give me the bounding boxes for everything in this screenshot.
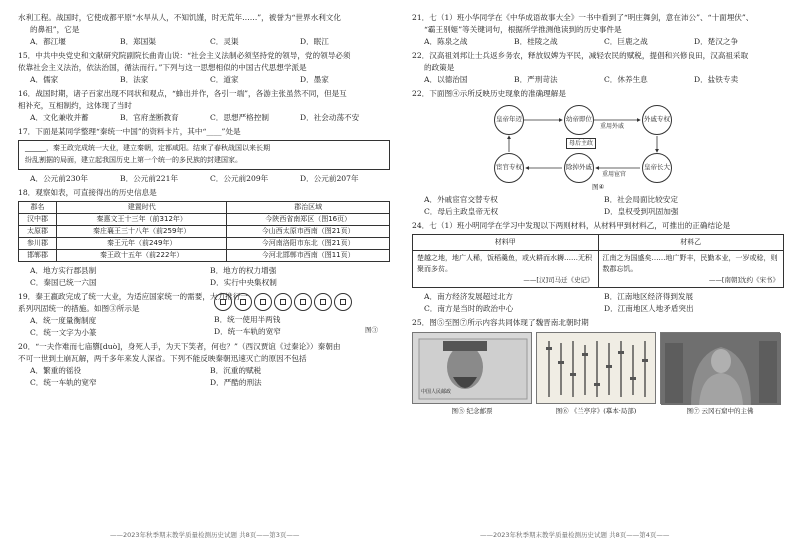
- calligraphy-icon: [537, 333, 657, 405]
- option-c[interactable]: C．道家: [210, 75, 239, 84]
- table-header-row: [19, 202, 390, 214]
- table-cell: 秦王元年（前249年）: [57, 238, 227, 250]
- options: [18, 74, 390, 86]
- options: [412, 74, 784, 86]
- option-a[interactable]: A．南方经济发展超过北方: [424, 291, 514, 301]
- option-d[interactable]: D．楚汉之争: [694, 37, 739, 46]
- option-c[interactable]: C．灵渠: [210, 37, 239, 46]
- options: [18, 365, 390, 389]
- options: [18, 265, 390, 289]
- options: [18, 36, 390, 48]
- table-cell: [598, 250, 784, 287]
- option-b[interactable]: B．社会局面比较安定: [604, 195, 678, 204]
- table-row: [19, 238, 390, 250]
- question-16: [18, 88, 390, 124]
- option-b[interactable]: B．桂陵之战: [514, 37, 558, 46]
- table-row: [19, 214, 390, 226]
- diagram-node: 皇帝年迈: [494, 105, 524, 135]
- diagram-node: 外戚专权: [642, 105, 672, 135]
- figure-3-coins: [214, 291, 384, 335]
- question-line: 24．七（1）班小明同学在学习中发现以下两则材料，从材料甲到材料乙，可推出的正确结论是: [412, 221, 731, 230]
- question-line: 22．下面图④示所反映历史现象的准确理解是: [412, 89, 566, 98]
- option-c[interactable]: C．统一文字为小篆: [30, 328, 97, 337]
- question-line: 水利工程。战国时，它使成都平原“水旱从人，不知饥馑，时无荒年……”，被誉为“世界水利文化: [18, 13, 341, 22]
- option-a[interactable]: A．公元前230年: [30, 174, 88, 183]
- option-c[interactable]: C．母后主政皇帝无权: [424, 207, 499, 216]
- option-c[interactable]: C．公元前209年: [210, 174, 269, 183]
- question-15: [18, 50, 390, 86]
- question-line: 不可一世到土崩瓦解，两千多年来发人深省。下列不能反映秦朝迅速灭亡的原因不包括: [18, 354, 307, 363]
- question-21: [412, 12, 784, 48]
- buddha-statue-icon: [661, 333, 781, 405]
- figure-caption: 图④: [592, 183, 605, 191]
- option-b[interactable]: B．地方的权力增强: [210, 266, 277, 275]
- table-cell: 今陕西省南郑区（图16页）: [227, 214, 390, 226]
- table-header: 材料乙: [598, 235, 784, 251]
- card-line: ______，秦王政完成统一大业，建立秦朝，定都咸阳。结束了春秋战国以来长期: [25, 144, 270, 152]
- grotto-image: [660, 332, 780, 404]
- question-19: [18, 291, 390, 339]
- options: [412, 36, 784, 48]
- stamp-text: 中国人民邮政: [421, 388, 452, 395]
- material-source: ——[汉]司马迁《史记》: [523, 275, 594, 284]
- question-line: “霸王别姬”等关键词句，根据所学推测他读到的历史事件是: [424, 25, 622, 34]
- table-header: 材料甲: [413, 235, 599, 251]
- option-a[interactable]: A．繁重的徭役: [30, 366, 82, 375]
- question-line: 16．战国时期，诸子百家出现不同状和观点，“蜂出并作，各引一端”，各游主张虽然不同，但是互: [18, 89, 347, 98]
- material-text: 楚越之地，地广人稀，饭稻羹鱼，或火耕而水耨……无积聚而多贫。: [417, 253, 592, 273]
- option-d[interactable]: D．社会动荡不安: [300, 113, 360, 122]
- option-d[interactable]: D．皇权受到巩固加强: [604, 207, 679, 216]
- options: [18, 112, 390, 124]
- figure-6: [536, 332, 656, 416]
- diagram-node: 幼帝即位: [564, 105, 594, 135]
- option-a[interactable]: A．陈泉之战: [424, 37, 468, 46]
- option-b[interactable]: B．江南地区经济得到发展: [604, 291, 694, 301]
- question-25: [412, 317, 784, 416]
- option-a[interactable]: A．都江堰: [30, 37, 66, 46]
- option-d[interactable]: D．江南地区人地矛盾突出: [604, 303, 694, 313]
- diagram-node: 皇帝长大: [642, 153, 672, 183]
- question-line: 的鼻祖”，它是: [30, 25, 80, 34]
- question-14: [18, 12, 390, 48]
- materials-table: [412, 234, 784, 288]
- calligraphy-image: [536, 332, 656, 404]
- table-header: 郡治区域: [227, 202, 390, 214]
- option-a[interactable]: A．统一度量衡制度: [30, 316, 97, 325]
- table-cell: [413, 250, 599, 287]
- table-cell: 今河北邯郸市西南（图11页）: [227, 250, 390, 262]
- material-text: 江南之为国盛矣……地广野丰，民勤本业，一岁或稔，则数郡忘饥。: [602, 253, 778, 273]
- table-header: 郡名: [19, 202, 57, 214]
- question-line: 19．秦王嬴政完成了统一大业，为适应国家统一的需要，大力推行一: [18, 292, 248, 301]
- figure-5: [412, 332, 532, 416]
- option-b[interactable]: B．郑国渠: [120, 37, 156, 46]
- diagram-tag: 重用宦官: [602, 171, 627, 178]
- table-row: [19, 250, 390, 262]
- options: [412, 194, 784, 218]
- coin-row: [214, 293, 384, 311]
- option-a[interactable]: A．地方实行郡县制: [30, 266, 97, 275]
- page-footer-right: ——2023年秋季期末教学质量检测历史试题 共8页——第4页——: [480, 531, 670, 539]
- question-18: [18, 187, 390, 289]
- coin-icon: [274, 293, 292, 311]
- table-cell: 邯郸郡: [19, 250, 57, 262]
- question-line: 相补充，互相制约，这体现了当时: [18, 101, 132, 110]
- right-column: [412, 12, 784, 416]
- figure-caption: 图⑥ 《兰亭序》(摹本·局部): [555, 406, 637, 415]
- table-cell: 秦王政十五年（前222年）: [57, 250, 227, 262]
- option-c[interactable]: C．秦国已统一六国: [30, 278, 97, 287]
- question-line: 20．“一夫作难而七庙隳[duò]，身死人手，为天下笑者，何也？”（西汉贾谊《过秦论》）秦朝由: [18, 342, 341, 351]
- figure-caption: 图⑤ 纪念邮票: [451, 406, 493, 415]
- question-line: 系列巩固统一的措施。如图③所示是: [18, 304, 140, 313]
- option-d[interactable]: D．严酷的刑法: [210, 378, 262, 387]
- figure-4-diagram: [492, 102, 712, 194]
- question-line: 18．观察如表，可直接得出的历史信息是: [18, 188, 157, 197]
- question-line: 22．汉高祖刘邦让士兵返乡务农，释放奴婢为平民，减轻农民的赋税，提倡和兴修良田，汉高祖采取: [412, 51, 749, 60]
- option-c[interactable]: C．思想严格控制: [210, 113, 269, 122]
- coin-icon: [254, 293, 272, 311]
- coin-icon: [214, 293, 232, 311]
- stamp-image: [412, 332, 532, 404]
- question-17: [18, 126, 390, 185]
- table-cell: 今河南洛阳市东北（图21页）: [227, 238, 390, 250]
- option-a[interactable]: A．以德治国: [424, 75, 468, 84]
- option-c[interactable]: C．统一车轨的宽窄: [30, 378, 97, 387]
- table-cell: 今山西太原市西南（图21页）: [227, 226, 390, 238]
- table-header-row: [413, 235, 784, 251]
- coin-icon: [314, 293, 332, 311]
- question-line: 17．下面是某同学整理“秦统一中国”的资料卡片，其中“____”处是: [18, 127, 241, 136]
- coin-icon: [334, 293, 352, 311]
- figure-caption: 图⑦ 云冈石窟中的主佛: [686, 406, 754, 415]
- option-d[interactable]: D．实行中央集权制: [210, 278, 277, 287]
- option-d[interactable]: D．墨家: [300, 75, 329, 84]
- page-footer-left: ——2023年秋季期末教学质量检测历史试题 共8页——第3页——: [110, 531, 300, 539]
- card-line: 纷乱割据的局面，建立起我国历史上第一个统一的多民族的封建国家。: [25, 156, 242, 164]
- option-b[interactable]: B．法家: [120, 75, 149, 84]
- options: [18, 173, 390, 185]
- table-cell: 参川郡: [19, 238, 57, 250]
- option-d[interactable]: D．盐铁专卖: [694, 75, 739, 84]
- question-line: 21．七（1）班小华同学在《中华成语故事大全》一书中看到了“明庄舞剑，意在沛公”、“十面埋伏”、: [412, 13, 754, 22]
- option-b[interactable]: B．沉重的赋税: [210, 366, 262, 375]
- table-header: 建置时代: [57, 202, 227, 214]
- table-cell: 秦庄襄王三十八年（前259年）: [57, 226, 227, 238]
- material-source: ——[南朝]沈约《宋书》: [708, 275, 779, 284]
- option-b[interactable]: B．公元前221年: [120, 174, 179, 183]
- option-c[interactable]: C．休养生息: [604, 75, 648, 84]
- left-column: [18, 12, 390, 389]
- diagram-arrows: [492, 102, 712, 194]
- option-a[interactable]: A．儒家: [30, 75, 59, 84]
- table-row: [413, 250, 784, 287]
- figure-row: [412, 332, 784, 416]
- diagram-tag: 母后主政: [566, 138, 596, 149]
- question-22: [412, 50, 784, 86]
- table-row: [19, 226, 390, 238]
- diagram-tag: 重用外戚: [600, 123, 625, 130]
- option-d[interactable]: D．眠江: [300, 37, 329, 46]
- question-23: [412, 88, 784, 218]
- question-line: 依靠社会主义法治，依法治国，循法而行。”下列与这一思想相似的中国古代思想学派是: [18, 63, 307, 72]
- question-line: 的政策是: [424, 63, 455, 72]
- option-c[interactable]: C．南方是当时的政治中心: [424, 303, 514, 313]
- figure-7: [660, 332, 780, 416]
- option-d[interactable]: D．公元前207年: [300, 174, 359, 183]
- coin-icon: [294, 293, 312, 311]
- option-c[interactable]: C．巨鹿之战: [604, 37, 648, 46]
- option-a[interactable]: A．外戚宦官交替专权: [424, 195, 498, 204]
- diagram-node: 除掉外戚: [564, 153, 594, 183]
- table-cell: 汉中郡: [19, 214, 57, 226]
- option-b[interactable]: B．官府垄断教育: [120, 113, 179, 122]
- question-20: [18, 341, 390, 389]
- diagram-node: 宦官专权: [494, 153, 524, 183]
- option-b[interactable]: B．统一使用半两钱: [214, 315, 281, 324]
- table-cell: 太原郡: [19, 226, 57, 238]
- options: [412, 291, 784, 315]
- option-a[interactable]: A．文化兼收并蓄: [30, 113, 89, 122]
- prefecture-table: [18, 201, 390, 262]
- question-line: 25．图⑤至图⑦所示内容共同体现了魏晋南北朝时期: [412, 317, 589, 327]
- table-cell: 秦惠文王十三年（前312年）: [57, 214, 227, 226]
- coin-icon: [234, 293, 252, 311]
- figure-caption: 图③: [365, 325, 378, 334]
- option-d[interactable]: D．统一车轨的宽窄: [214, 327, 281, 336]
- option-b[interactable]: B．严刑苛法: [514, 75, 558, 84]
- question-line: 15．中共中央党史和文献研究院副院长曲青山说：“社会主义法制必须坚持党的领导，党的领导必须: [18, 51, 351, 60]
- question-24: [412, 220, 784, 315]
- info-card: [18, 140, 390, 170]
